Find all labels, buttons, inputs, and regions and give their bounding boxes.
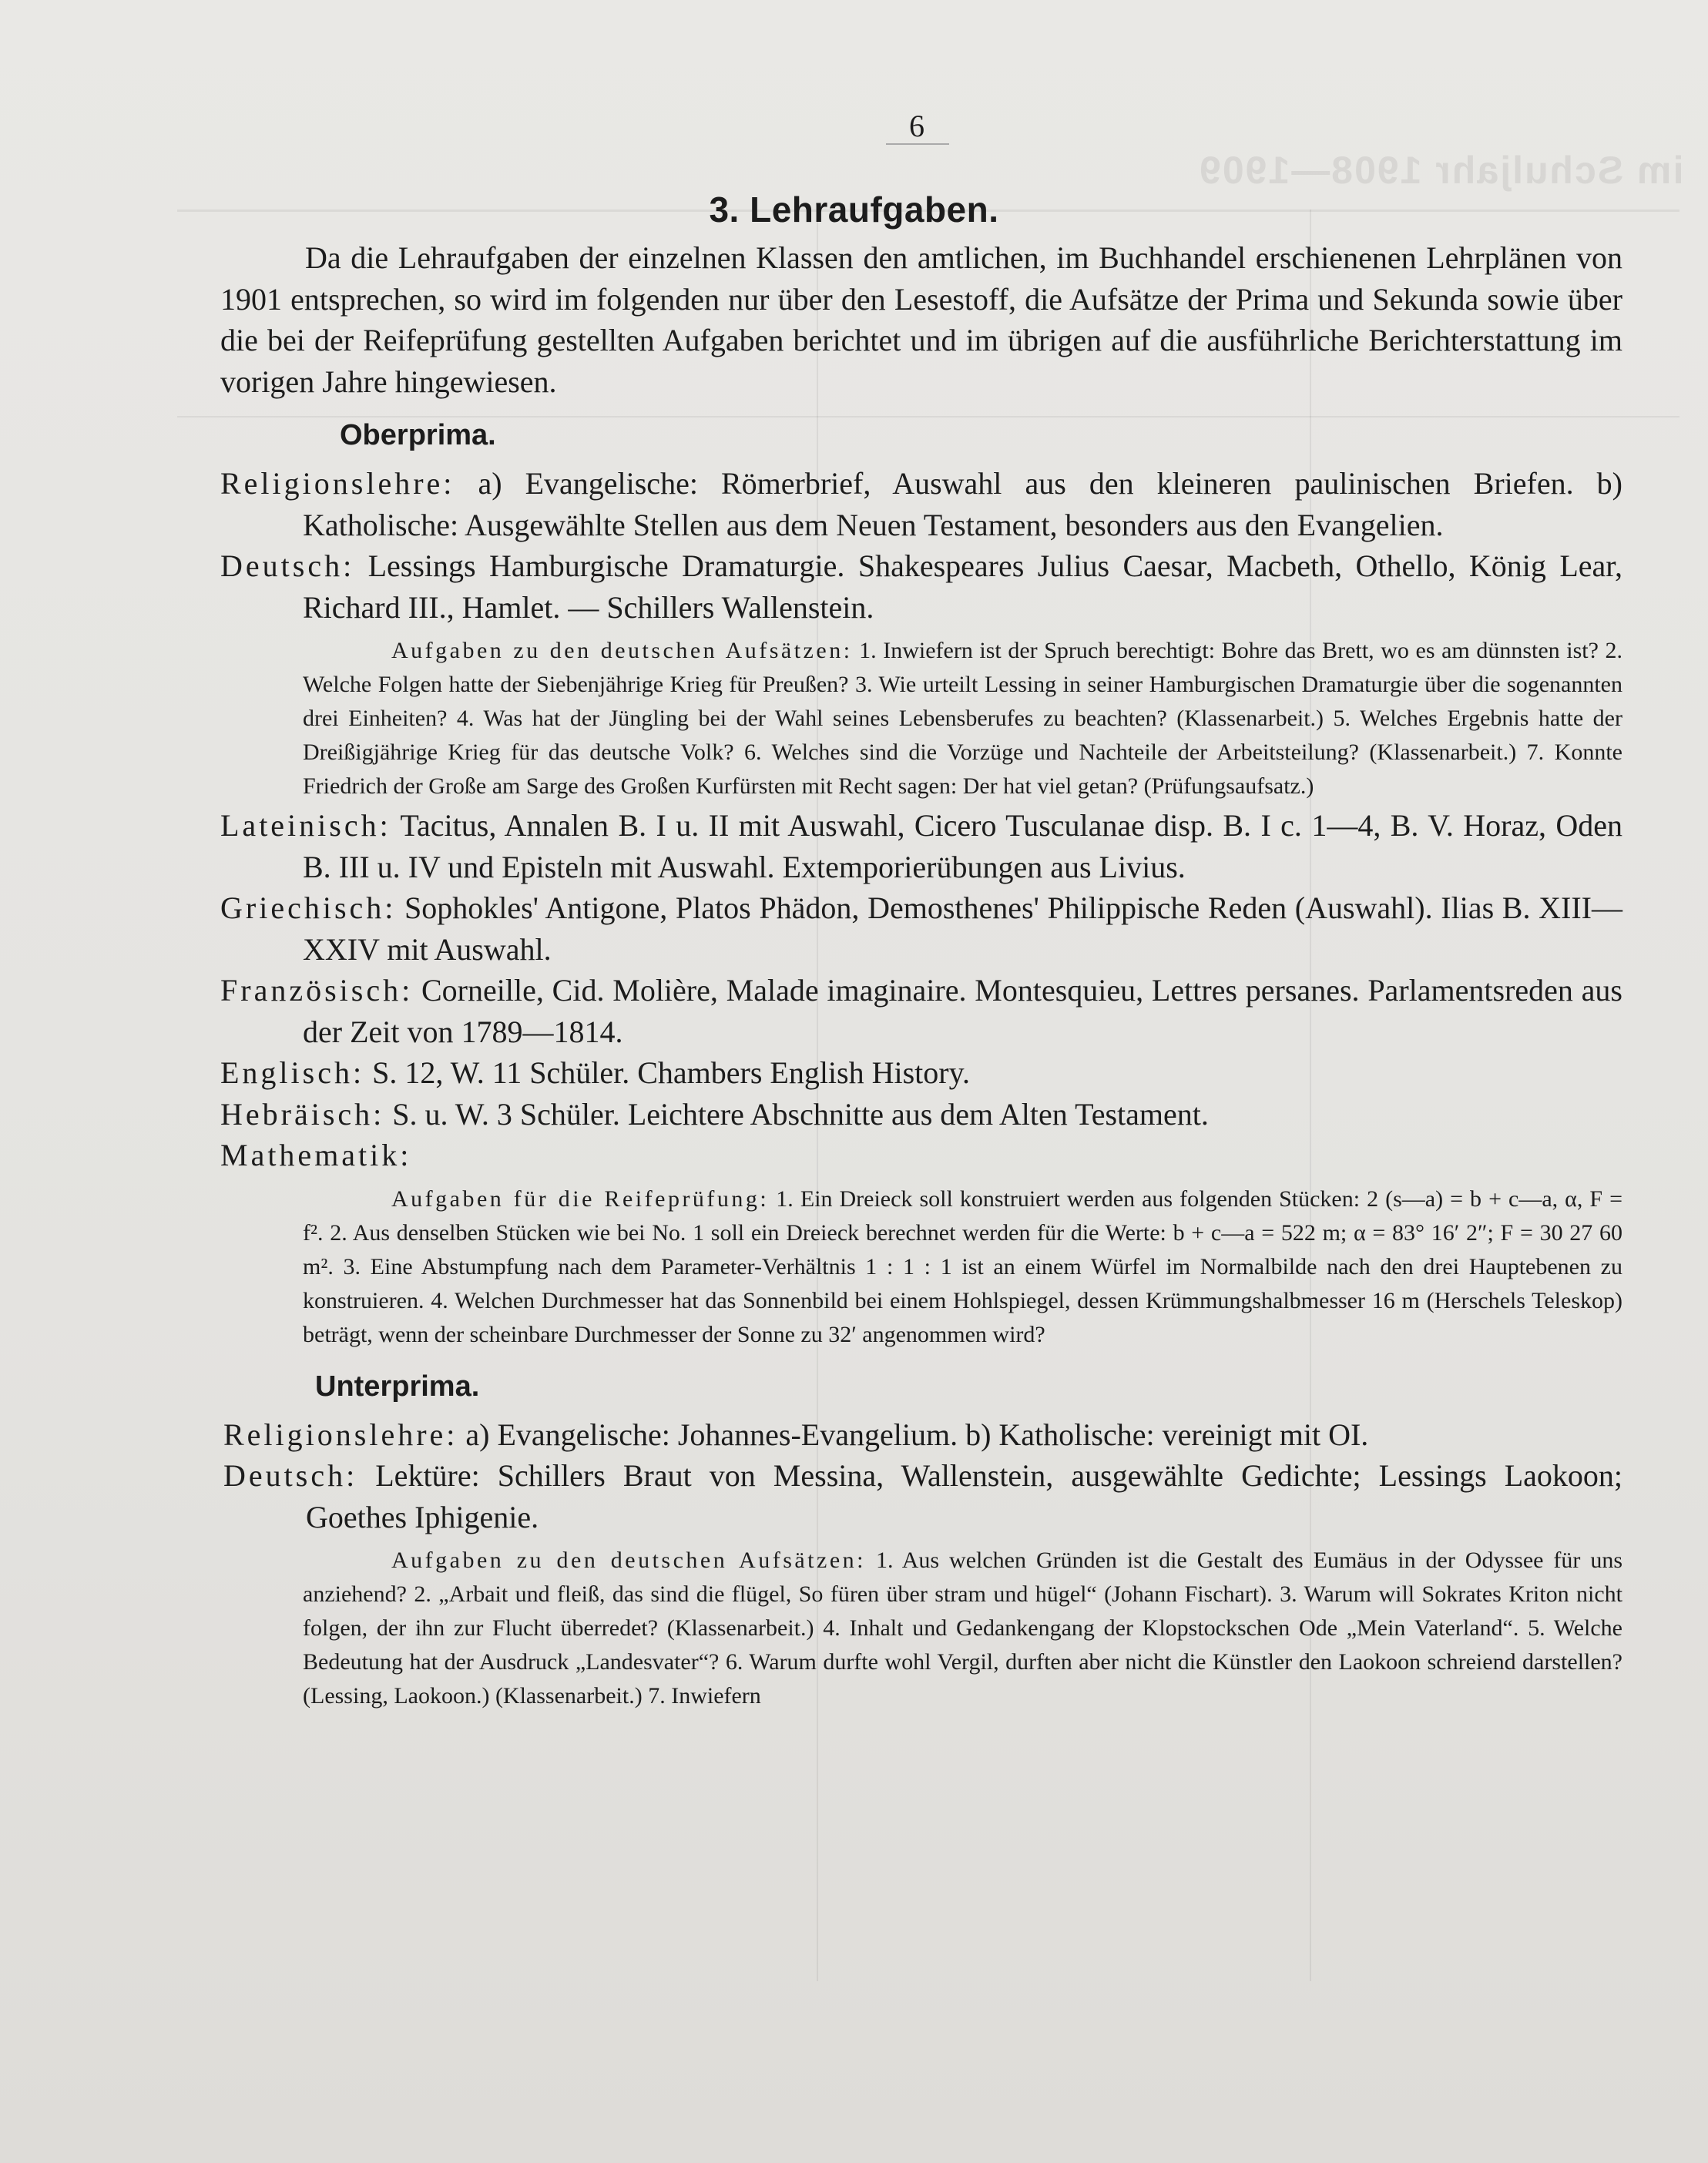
subject-text: Lektüre: Schillers Braut von Messina, Wallenstein, ausgewählte Gedichte; Lessings Laokoon; Goethes Iphigenie. [306,1458,1623,1534]
subject-label: Englisch: [220,1055,365,1090]
subject-label: Hebräisch: [220,1096,385,1132]
subject-label: Religionslehre: [223,1417,458,1452]
page-number: 6 [909,109,924,143]
subject-text: S. 12, W. 11 Schüler. Chambers English History. [372,1055,971,1090]
subject-label: Lateinisch: [220,808,391,843]
subject-label: Deutsch: [220,548,355,583]
exam-label: Aufgaben für die Reifeprüfung: [391,1185,770,1212]
intro-paragraph: Da die Lehraufgaben der einzelnen Klassen den amtlichen, im Buchhandel erschienenen Lehrplänen von 1901 entsprechen, so wird im folgenden nur über den Lesestoff, die Aufsätze der Prima und Sekunda sowie über die bei der Reifeprüfung gestellten Aufgaben berichtet und im übrigen auf die ausführliche Berichterstattung im vorigen Jahre hingewiesen. [220,240,1622,399]
subject-text: S. u. W. 3 Schüler. Leichtere Abschnitte aus dem Alten Testament. [392,1096,1209,1132]
subject-text: a) Evangelische: Johannes-Evangelium. b) Katholische: vereinigt mit OI. [465,1417,1369,1452]
subject-label: Religionslehre: [220,466,455,501]
subject-text: Sophokles' Antigone, Platos Phädon, Demosthenes' Philippische Reden (Auswahl). Ilias B. XIII—XXIV mit Auswahl. [303,890,1622,967]
subject-label: Mathematik: [220,1138,412,1172]
subject-text: Corneille, Cid. Molière, Malade imaginaire. Montesquieu, Lettres persanes. Parlamentsreden aus der Zeit von 1789—1814. [303,973,1622,1049]
subject-label: Deutsch: [223,1458,358,1493]
essay-topics-op [220,634,1622,803]
page-number-rule [886,143,949,145]
subject-deutsch-op [220,545,1622,628]
subject-religion-up [223,1414,1622,1456]
class-heading-unterprima: Unterprima. [315,1370,480,1403]
subject-text: a) Evangelische: Römerbrief, Auswahl aus den kleineren paulinischen Briefen. b) Katholische: Ausgewählte Stellen aus dem Neuen Testament, besonders aus den Evangelien. [303,466,1622,542]
subject-griechisch-op [220,887,1622,970]
exam-problems-op [220,1182,1622,1352]
section-heading: 3. Lehraufgaben. [709,189,999,230]
show-through-title: im Schuljahr 1908—1909 [1198,149,1684,192]
subject-text: Tacitus, Annalen B. I u. II mit Auswahl, Cicero Tusculanae disp. B. I c. 1—4, B. V. Horaz, Oden B. III u. IV und Episteln mit Auswahl. Extemporierübungen aus Livius. [303,808,1622,884]
subject-hebraeisch-op [220,1094,1622,1135]
subject-label: Französisch: [220,973,414,1008]
subject-text: Lessings Hamburgische Dramaturgie. Shakespeares Julius Caesar, Macbeth, Othello, König Lear, Richard III., Hamlet. — Schillers Wallenstein. [303,548,1622,625]
subject-religion-op [220,463,1622,545]
essay-label: Aufgaben zu den deutschen Aufsätzen: [391,638,853,663]
subject-mathematik-op [220,1135,1622,1176]
essay-text: 1. Aus welchen Gründen ist die Gestalt des Eumäus in der Odyssee für uns anziehend? 2. „Arbait und fleiß, das sind die flügel, So füren über stram und hügel“ (Johann Fischart). 3. Warum will Sokrates Kriton nicht folgen, der ihn zur Flucht überredet? (Klassenarbeit.) 4. Inhalt und Gedankengang der Klopstockschen Ode „Mein Vaterland“. 5. Welche Bedeutung hat der Ausdruck „Landesvater“? 6. Warum durfte wohl Vergil, durften aber nicht die Künstler den Laokoon schreiend darstellen? (Lessing, Laokoon.) (Klassenarbeit.) 7. Inwiefern [303,1548,1623,1709]
body-text [220,237,1622,1715]
class-heading-oberprima: Oberprima. [340,419,496,451]
essay-topics-up [220,1544,1622,1713]
subject-latein-op [220,805,1622,887]
subject-franzoesisch-op [220,970,1622,1052]
subject-englisch-op [220,1052,1622,1094]
exam-text: 1. Ein Dreieck soll konstruiert werden aus folgenden Stücken: 2 (s—a) = b + c—a, α, F = f². 2. Aus denselben Stücken wie bei No. 1 soll ein Dreieck berechnet werden für die Werte: b + c—a = 522 m; α = 83° 16′ 2″; F = 30 27 60 m². 3. Eine Abstumpfung nach dem Parameter-Verhältnis 1 : 1 : 1 ist an einem Würfel im Normalbilde nach den drei Hauptebenen zu konstruieren. 4. Welchen Durchmesser hat das Sonnenbild bei einem Hohlspiegel, dessen Krümmungshalbmesser 16 m (Herschels Teleskop) beträgt, wenn der scheinbare Durchmesser der Sonne zu 32′ angenommen wird? [303,1185,1623,1347]
subject-deutsch-up [223,1455,1622,1538]
subject-label: Griechisch: [220,890,397,925]
essay-text: 1. Inwiefern ist der Spruch berechtigt: Bohre das Brett, wo es am dünnsten ist? 2. Welche Folgen hatte der Siebenjährige Krieg für Preußen? 3. Wie urteilt Lessing in seiner Hamburgischen Dramaturgie über die sogenannten drei Einheiten? 4. Was hat der Jüngling bei der Wahl seines Lebensberufes zu beachten? (Klassenarbeit.) 5. Welches Ergebnis hatte der Dreißigjährige Krieg für das deutsche Volk? 6. Welches sind die Vorzüge und Nachteile der Arbeitsteilung? (Klassenarbeit.) 7. Konnte Friedrich der Große am Sarge des Großen Kurfürsten mit Recht sagen: Der hat viel getan? (Prüfungsaufsatz.) [303,638,1622,799]
essay-label: Aufgaben zu den deutschen Aufsätzen: [391,1548,866,1573]
